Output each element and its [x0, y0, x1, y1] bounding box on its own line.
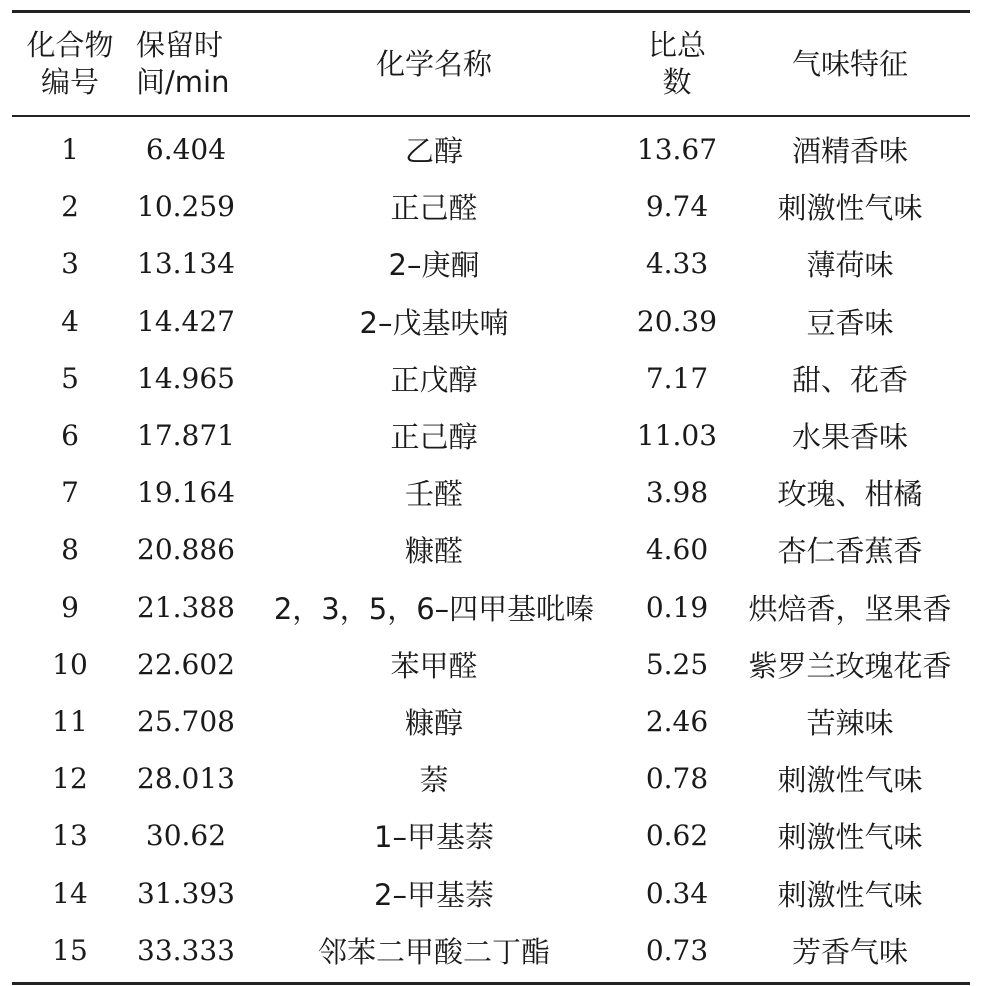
cell-retention-time: 30.62	[145, 819, 227, 853]
header-rt-line1: 保留时	[136, 28, 224, 62]
cell-odor: 紫罗兰玫瑰花香	[748, 648, 952, 683]
cell-retention-time: 22.602	[137, 647, 235, 681]
cell-odor: 甜、花香	[791, 362, 908, 397]
cell-chemical-name: 2–甲基萘	[374, 877, 494, 912]
header-ratio	[624, 27, 730, 101]
cell-chemical-name: 正戊醇	[390, 362, 478, 397]
table-row	[12, 235, 970, 292]
cell-retention-time: 10.259	[137, 190, 235, 224]
cell-id: 12	[52, 762, 88, 796]
table-row	[12, 693, 970, 750]
cell-id: 13	[52, 819, 88, 853]
compound-table	[12, 10, 970, 985]
cell-retention-time: 17.871	[137, 419, 235, 453]
cell-retention-time: 21.388	[137, 590, 235, 624]
cell-retention-time: 6.404	[145, 133, 227, 167]
cell-retention-time: 33.333	[137, 933, 235, 967]
cell-ratio: 9.74	[645, 190, 709, 224]
table-header-row	[12, 13, 970, 115]
header-ratio-line2: 数	[662, 65, 692, 99]
table-row	[12, 121, 970, 178]
cell-chemical-name: 正己醇	[390, 420, 478, 455]
cell-retention-time: 14.427	[137, 304, 235, 338]
cell-ratio: 11.03	[636, 419, 718, 453]
header-ratio-line1: 比总	[647, 28, 706, 62]
cell-odor: 刺激性气味	[777, 877, 923, 912]
table-bottom-rule	[12, 982, 970, 985]
cell-id: 11	[52, 704, 88, 738]
cell-odor: 烘焙香，坚果香	[748, 591, 952, 626]
cell-odor: 刺激性气味	[777, 763, 923, 798]
cell-odor: 刺激性气味	[777, 191, 923, 226]
cell-odor: 酒精香味	[791, 134, 908, 169]
cell-retention-time: 31.393	[137, 876, 235, 910]
cell-id: 15	[52, 933, 88, 967]
cell-chemical-name: 萘	[419, 763, 449, 798]
cell-id: 14	[52, 876, 88, 910]
cell-ratio: 0.78	[645, 762, 709, 796]
cell-retention-time: 25.708	[137, 704, 235, 738]
cell-ratio: 0.19	[645, 590, 709, 624]
header-compound-id	[12, 27, 128, 101]
cell-retention-time: 13.134	[137, 247, 235, 281]
table-row	[12, 521, 970, 578]
cell-ratio: 0.62	[645, 819, 709, 853]
cell-ratio: 5.25	[645, 647, 709, 681]
cell-chemical-name: 邻苯二甲酸二丁酯	[317, 934, 550, 969]
table-row	[12, 864, 970, 921]
table-row	[12, 407, 970, 464]
cell-id: 1	[61, 133, 79, 167]
cell-chemical-name: 1–甲基萘	[374, 820, 494, 855]
table-row	[12, 178, 970, 235]
header-odor: 气味特征	[791, 46, 908, 81]
cell-chemical-name: 2–戊基呋喃	[359, 305, 509, 340]
cell-odor: 玫瑰、柑橘	[777, 477, 923, 512]
table-row	[12, 750, 970, 807]
cell-retention-time: 28.013	[137, 762, 235, 796]
cell-odor: 水果香味	[791, 420, 908, 455]
cell-chemical-name: 正己醛	[390, 191, 478, 226]
cell-chemical-name: 糠醛	[404, 534, 463, 569]
cell-id: 2	[61, 190, 79, 224]
cell-chemical-name: 糠醇	[404, 705, 463, 740]
header-id-line1: 化合物	[26, 28, 114, 62]
cell-odor: 刺激性气味	[777, 820, 923, 855]
cell-ratio: 7.17	[645, 361, 709, 395]
cell-chemical-name: 2–庚酮	[388, 248, 480, 283]
cell-id: 7	[61, 476, 79, 510]
cell-chemical-name: 壬醛	[404, 477, 463, 512]
table-row	[12, 350, 970, 407]
cell-odor: 豆香味	[806, 305, 894, 340]
cell-ratio: 4.60	[645, 533, 709, 567]
cell-id: 6	[61, 419, 79, 453]
table-row	[12, 293, 970, 350]
cell-ratio: 2.46	[645, 704, 709, 738]
cell-ratio: 4.33	[645, 247, 709, 281]
cell-id: 3	[61, 247, 79, 281]
cell-id: 8	[61, 533, 79, 567]
cell-chemical-name: 苯甲醛	[390, 648, 478, 683]
header-rt-line2: 间/min	[136, 65, 230, 99]
cell-id: 10	[52, 647, 88, 681]
cell-retention-time: 14.965	[137, 361, 235, 395]
cell-ratio: 0.73	[645, 933, 709, 967]
header-retention-time	[128, 27, 244, 101]
cell-odor: 薄荷味	[806, 248, 894, 283]
table-row	[12, 579, 970, 636]
cell-id: 4	[61, 304, 79, 338]
cell-chemical-name: 2，3，5，6–四甲基吡嗪	[273, 591, 595, 626]
table-row	[12, 464, 970, 521]
cell-ratio: 13.67	[636, 133, 718, 167]
cell-ratio: 3.98	[645, 476, 709, 510]
cell-odor: 苦辣味	[806, 705, 894, 740]
header-id-line2: 编号	[40, 65, 99, 99]
header-chemical-name: 化学名称	[375, 46, 492, 81]
cell-id: 5	[61, 361, 79, 395]
table-row	[12, 807, 970, 864]
cell-odor: 杏仁香蕉香	[777, 534, 923, 569]
cell-ratio: 0.34	[645, 876, 709, 910]
cell-chemical-name: 乙醇	[404, 134, 463, 169]
cell-retention-time: 20.886	[137, 533, 235, 567]
cell-odor: 芳香气味	[791, 934, 908, 969]
cell-ratio: 20.39	[636, 304, 718, 338]
cell-retention-time: 19.164	[137, 476, 235, 510]
cell-id: 9	[61, 590, 79, 624]
table-body	[12, 117, 970, 982]
table-row	[12, 922, 970, 979]
table-row	[12, 636, 970, 693]
